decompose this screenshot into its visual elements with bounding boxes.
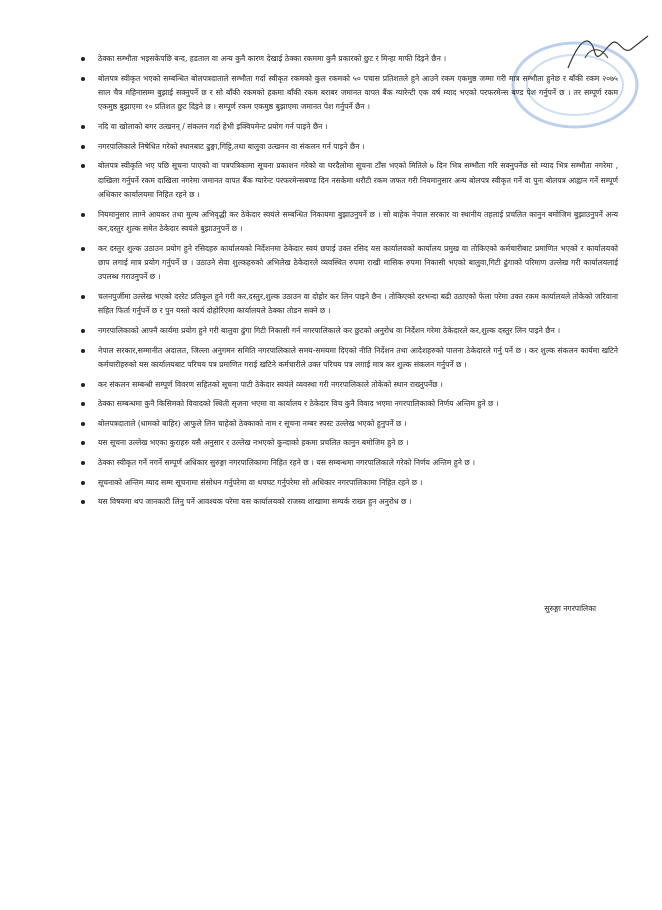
bullet-dot-icon bbox=[81, 213, 85, 217]
notice-condition-text: नेपाल सरकार,सम्मानीत अदालत, जिल्ला अनुगमन समिति नगरपालिकाले समय-समयमा दिएको नीति निर्देशन तथा आदेशहरुको पालना ठेकेदारले गर्नु पर्ने छ । कर शुल्क संकलन कार्यमा खटिने कर्मचारीहरुको यस कार्यालयबाट परिचय पत्र प्रमाणित गराई खटिने कर्मचारीले उक्त परिचय पत्र लगाई मात्र कर शुल्क संकलन गर्नुपर्ने छ । bbox=[98, 345, 618, 369]
notice-condition-text: चलनपुर्जीमा उल्लेख भएको दररेट प्रतिकूल हुने गरी कर,दस्तुर,शुल्क उठाउन वा दोहोर कर लिन पाइने छैन । तोकिएको दरभन्दा बढी उठाएको फेला परेमा उक्त रकम कार्यालयले तोकेको जरिवाना सहित फिर्ता गर्नुपर्ने छ र पुन यस्तो कार्य दोहोरिएमा कार्यालयले ठेक्का तोडन सक्ने छ । bbox=[98, 292, 618, 316]
bullet-dot-icon bbox=[81, 383, 85, 387]
notice-condition-text: नगरपालिकाको आफ्नै कार्यमा प्रयोग हुने गरी बालुवा ढुंगा गिटी निकासी गर्न नगरपालिकाले कर छुटको अनुरोध वा निर्देशन गरेमा ठेकेदारले कर,शुल्क दस्तुर लिन पाइने छैन । bbox=[98, 326, 561, 335]
notice-condition-item bbox=[78, 120, 618, 134]
notice-condition-text: ठेक्का स्वीकृत गर्ने नगर्ने सम्पूर्ण अधिकार सुरुङ्गा नगरपालिकामा निहित रहने छ । यस सम्बन्धमा नगरपालिकाले गरेको निर्णय अन्तिम हुने छ । bbox=[98, 457, 476, 467]
notice-condition-item bbox=[78, 140, 618, 154]
notice-condition-item bbox=[78, 436, 618, 450]
bullet-dot-icon bbox=[81, 77, 85, 81]
bullet-dot-icon bbox=[81, 422, 85, 426]
notice-condition-item bbox=[78, 378, 618, 392]
notice-condition-text: यस विषयमा थप जानकारी लिनु पर्ने आवश्यक परेमा यस कार्यालयको राजस्व शाखामा सम्पर्क राख्न हुन अनुरोध छ । bbox=[98, 497, 412, 507]
bullet-dot-icon bbox=[81, 329, 85, 333]
bullet-dot-icon bbox=[81, 295, 85, 299]
notice-condition-item bbox=[78, 344, 618, 373]
notice-condition-item bbox=[78, 397, 618, 411]
bullet-dot-icon bbox=[81, 402, 85, 406]
notice-condition-item bbox=[78, 417, 618, 431]
bullet-dot-icon bbox=[81, 57, 85, 61]
notice-condition-item bbox=[78, 456, 618, 470]
bullet-dot-icon bbox=[81, 247, 85, 251]
notice-condition-text: कर दस्तुर शुल्क उठाउन प्रयोग हुने रसिदहरु कार्यालयको निर्देशनमा ठेकेदार स्वयं छपाई उक्त रसिद यस कार्यालयको कार्यालय प्रमुख वा तोकिएको कर्मचारीबाट प्रमाणित भएको र कार्यालयको छाप लगाई मात्र प्रयोग गर्नुपर्ने छ । उठाउने सेवा शुल्कहरुको अभिलेख ठेकेदारले व्यवस्थित रुपमा राखी मासिक रुपमा निकासी भएको बालुवा,गिटी ढुंगाको परिमाण उल्लेख गरी कार्यालयलाई उपलब्ध गराउनुपर्ने छ । bbox=[98, 243, 618, 282]
notice-condition-text: बोलपत्रदाताले (धामको बाहिर) आफुले लिन चाहेको ठेक्काको नाम र सूचना नम्बर स्पस्ट उल्लेख भएको हुनुपर्ने छ । bbox=[98, 418, 407, 428]
notice-condition-item bbox=[78, 52, 618, 66]
notice-condition-item bbox=[78, 208, 618, 237]
bullet-dot-icon bbox=[81, 500, 85, 504]
notice-condition-text: यस सूचना उल्लेख भएका कुराहरु यसै अनुसार र उल्लेख नभएको कुन्दाको हकमा प्रचलित कानुन बमोजिम हुने छ । bbox=[98, 438, 409, 448]
notice-condition-item bbox=[78, 476, 618, 490]
bullet-dot-icon bbox=[81, 349, 85, 353]
bullet-dot-icon bbox=[81, 461, 85, 465]
notice-condition-text: नियमानुसार लाग्ने आयकर तथा मुल्य अभिवृद्धी कर ठेकेदार स्वयंले सम्बन्धित निकायमा बुझाउनुपर्ने छ । सो बाहेक नेपाल सरकार वा स्थानीय तहलाई प्रचलित कानुन बमोजिम बुझाउनुपर्ने अन्य कर,दस्तुर शुल्क समेत ठेकेदार स्वयंले बुझाउनुपर्ने छ । bbox=[98, 209, 618, 233]
notice-condition-text: ठेक्का सम्भौता भइसकेपछि बन्द, हडताल वा अन्य कुनै कारण देखाई ठेक्का रकममा कुनै प्रकारको छुट र मिन्हा माफी दिइने छैन । bbox=[98, 54, 447, 63]
notice-condition-item bbox=[78, 290, 618, 319]
bullet-dot-icon bbox=[81, 164, 85, 168]
notice-condition-text: नगरपालिकाले निषेधित गरेको स्थानबाट ढुङ्गा,गिट्टि,तथा बालुवा उत्खनन वा संकलन गर्न पाइने छैन । bbox=[98, 141, 365, 151]
notice-condition-item bbox=[78, 159, 618, 202]
notice-condition-item bbox=[78, 495, 618, 509]
notice-condition-text: बोलपत्र स्वीकृति भए पछि सूचना पाएको वा पत्रपत्रिकामा सूचना प्रकाशन गरेको वा घरदैलोमा सूचना टाँस भएको मितिले ७ दिन भित्र सम्भौता गरि सक्नुपर्नेछ सो म्याद भित्र सम्भौता नगरेमा , दाखिला गर्नुपर्ने रकम दाखिला नगरेमा जमानत वापत बैंक ग्यारेन्ट परफरमेन्सबण्ड दिन नसकेमा धरौटी रकम जफत गरी नियमानुसार अन्य बोलपत्र स्वीकृत गर्ने वा पुनः बोलपत्र आह्वान गर्ने सम्पूर्ण अधिकार कार्यालयमा निहित रहने छ । bbox=[98, 161, 618, 199]
notice-condition-item bbox=[78, 242, 618, 285]
notice-condition-text: बोलपत्र स्वीकृत भएको सम्बन्धित बोलपत्रदाताले सम्भौता गर्दा स्वीकृत रकमको कुल रकमको ५० पचास प्रतिशतले हुने आउने रकम एकमुष्ठ जम्मा गरी मात्र सम्भौता हुनेछ र बाँकी रकम २०७५ साल चैत्र महिनासम्म बुझाई सक्नुपर्ने छ र सो बाँकी रकमको हकमा बाँकी रकम बराबर जमानत वापत बैंक ग्यारेन्टी एक वर्ष म्याद भएको परफरमेन्स बण्ड पेश गर्नुपर्ने छ । तर सम्पूर्ण रकम एकमुष्ठ बुझाएमा १० प्रतिशत छुट दिइने छ । सम्पूर्ण रकम एकमुष्ठ बुझाएमा जमानत पेश गर्नुपर्ने छैन । bbox=[98, 73, 618, 112]
bullet-dot-icon bbox=[81, 145, 85, 149]
notice-conditions-list bbox=[78, 52, 618, 515]
notice-condition-item bbox=[78, 72, 618, 115]
bullet-dot-icon bbox=[81, 481, 85, 485]
notice-condition-text: सूचनाको अन्तिम म्याद सम्म सूचनामा संसोधन गर्नुपरेमा वा थपघट गर्नुपरेमा सो अधिकार नगरपालिकामा निहित रहने छ । bbox=[98, 477, 423, 487]
signatory-office: सुरुङ्गा नगरपालिका bbox=[544, 604, 596, 613]
bullet-dot-icon bbox=[81, 441, 85, 445]
notice-condition-text: ठेक्का सम्बन्धमा कुनै किसिमको विवादको स्थिती सृजना भएमा वा कार्यालय र ठेकेदार विच कुनै विवाद भएमा नगरपालिकाको निर्णय अन्तिम हुने छ । bbox=[98, 399, 499, 409]
bullet-dot-icon bbox=[81, 125, 85, 129]
notice-condition-item bbox=[78, 324, 618, 338]
notice-condition-text: कर संकलन सम्बन्धी सम्पूर्ण विवरण सहितको सूचना पाटी ठेकेदार स्वयंले व्यवस्था गरी नगरपालिकाले तोकेको स्थान राख्नुपर्नेछ । bbox=[98, 379, 443, 389]
notice-condition-text: नदि वा खोलाको बगर उत्खनन् / संकलन गर्दा हेभी इक्विपमेन्ट प्रयोग गर्न पाइने छैन । bbox=[98, 122, 328, 131]
